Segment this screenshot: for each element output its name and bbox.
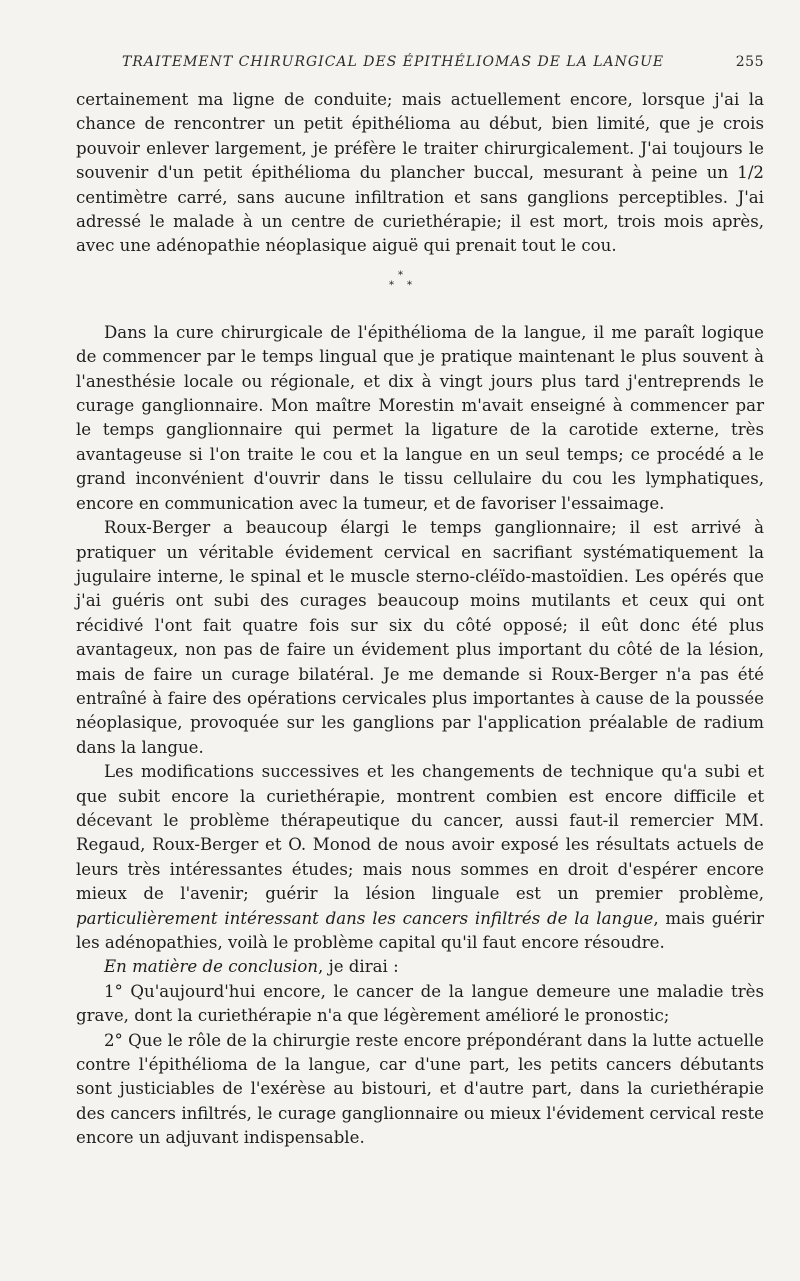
conclusion-item-1: 1° Qu'aujourd'hui encore, le cancer de la langue demeure une maladie très grave, dont la curiethérapie n'a que légèrement amélioré le pronostic; [76, 981, 764, 1026]
paragraph-text: , mais guérir les adénopathies, voilà le problème capital qu'il faut encore résoudre. [76, 908, 764, 952]
body-text [76, 88, 764, 1151]
paragraph-roux-berger: Roux-Berger a beaucoup élargi le temps ganglionnaire; il est arrivé à pratiquer un véritable évidement cervical en sacrifiant systématiquement la jugulaire interne, le spinal et le muscle sterno-cléïdo-mastoïdien. Les opérés que j'ai guéris ont subi des curages beaucoup moins mutilants et ceux qui ont récidivé l'ont fait quatre fois sur six du côté opposé; il eût donc été plus avantageux, non pas de faire un évidement plus important du côté de la lésion, mais de faire un curage bilatéral. Je me demande si Roux-Berger n'a pas été entraîné à faire des opérations cervicales plus importantes à cause de la poussée néoplasique, provoquée sur les ganglions par l'application préalable de radium dans la langue. [76, 518, 764, 757]
section-break-asterism [76, 263, 764, 309]
asterism-star: * [389, 279, 394, 291]
conclusion-item-2: 2° Que le rôle de la chirurgie reste encore prépondérant dans la lutte actuelle contre l'épithélioma de la langue, car d'une part, les petits cancers débutants sont justiciables de l'exérèse au bistouri, et d'autre part, dans la curiethérapie des cancers infiltrés, le curage ganglionnaire ou mieux l'évidement cervical reste encore un adjuvant indispensable. [76, 1030, 764, 1148]
paragraph-surgical-cure: Dans la cure chirurgicale de l'épithélioma de la langue, il me paraît logique de commencer par le temps lingual que je pratique maintenant le plus souvent à l'anesthésie locale ou régionale, et dix à vingt jours plus tard j'entreprends le curage ganglionnaire. Mon maître Morestin m'avait enseigné à commencer par le temps ganglionnaire qui permet la ligature de la carotide externe, très avantageuse si l'on traite le cou et la langue en un seul temps; ce procédé a le grand inconvénient d'ouvrir dans le tissu cellulaire du cou les lymphatiques, encore en communication avec la tumeur, et de favoriser l'essaimage. [76, 322, 764, 513]
paragraph-modifications [76, 760, 764, 955]
asterism-star: * [407, 279, 412, 291]
paragraph-text: , je dirai : [318, 957, 399, 977]
paragraph-text: Les modifications successives et les changements de technique qu'a subi et que subit encore la curiethérapie, montrent combien est encore difficile et décevant le problème thérapeutique du cancer, aussi faut-il remercier MM. Regaud, Roux-Berger et O. Monod de nous avoir exposé les résultats actuels de leurs très intéressantes études; mais nous sommes en droit d'espérer encore mieux de l'avenir; guérir la lésion linguale est un premier problème, [76, 762, 764, 904]
asterism-star: * [398, 269, 403, 281]
emphasis-text: particulièrement intéressant dans les cancers infiltrés de la langue [76, 908, 654, 928]
running-head [76, 48, 764, 78]
paragraph-conclusion-intro [76, 955, 764, 979]
running-title: TRAITEMENT CHIRURGICAL DES ÉPITHÉLIOMAS DE LA LANGUE [122, 54, 665, 70]
emphasis-text: En matière de conclusion [104, 957, 319, 977]
page-number: 255 [735, 54, 764, 70]
paragraph-continuation: certainement ma ligne de conduite; mais actuellement encore, lorsque j'ai la chance de rencontrer un petit épithélioma au début, bien limité, que je crois pouvoir enlever largement, je préfère le traiter chirurgicalement. J'ai toujours le souvenir d'un petit épithélioma du plancher buccal, mesurant à peine un 1/2 centimètre carré, sans aucune infiltration et sans ganglions perceptibles. J'ai adressé le malade à un centre de curiethérapie; il est mort, trois mois après, avec une adénopathie néoplasique aiguë qui prenait tout le cou. [76, 90, 764, 256]
